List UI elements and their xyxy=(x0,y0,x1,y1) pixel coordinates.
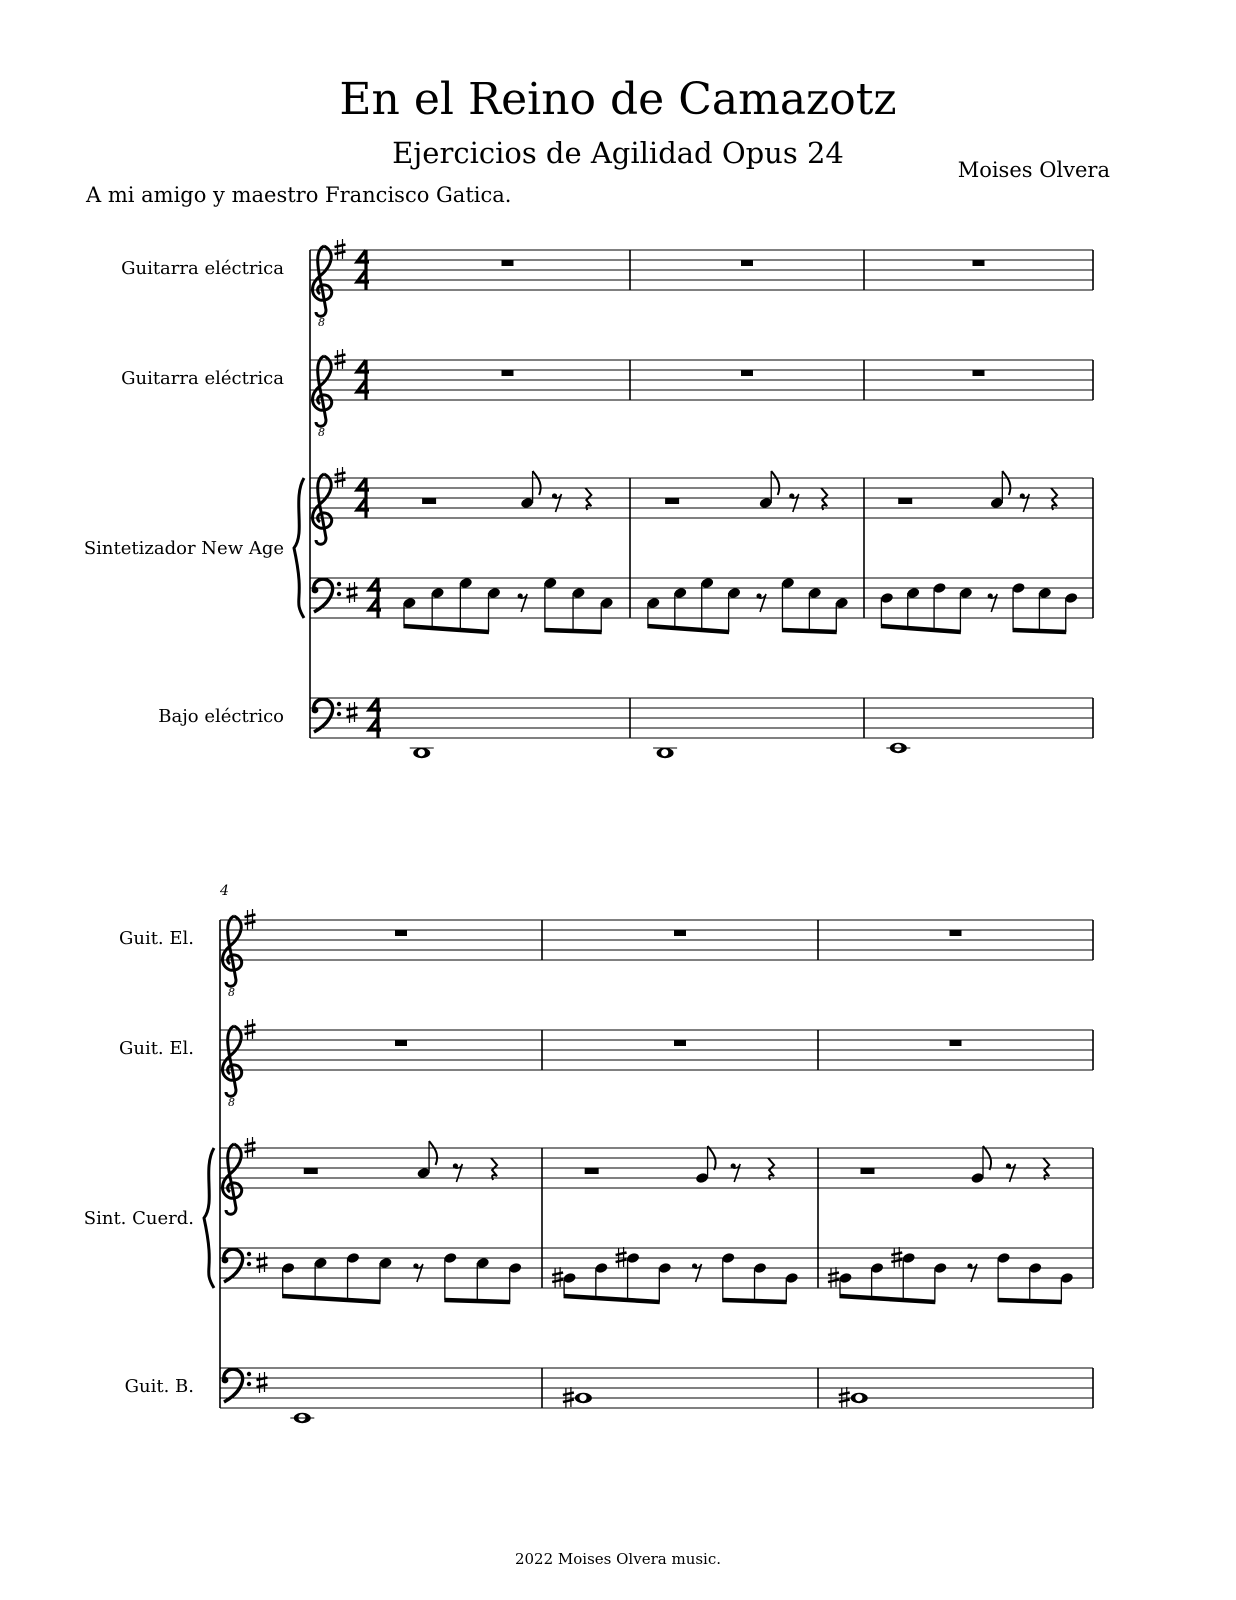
instrument-label-guitar-2-short: Guit. El. xyxy=(118,1038,194,1059)
eighth-rest xyxy=(988,593,998,612)
eighth-rest xyxy=(967,1263,977,1282)
whole-note xyxy=(413,748,430,759)
bass-clef-icon xyxy=(312,699,342,732)
eighth-rest xyxy=(1006,1163,1016,1182)
quarter-rest xyxy=(585,488,591,510)
half-rest xyxy=(861,1168,875,1174)
quarter-rest xyxy=(1051,488,1057,510)
note-flag xyxy=(1002,471,1010,495)
instrument-label-guitar-1: Guitarra eléctrica xyxy=(121,258,284,279)
whole-rest xyxy=(973,370,985,376)
beam xyxy=(1013,630,1067,632)
brace xyxy=(204,1148,214,1288)
whole-note xyxy=(851,1393,868,1404)
beam xyxy=(722,1300,786,1302)
eighth-rest xyxy=(552,493,562,512)
copyright-footer: 2022 Moises Olvera music. xyxy=(514,1550,722,1568)
whole-rest xyxy=(950,930,962,936)
eighth-rest xyxy=(413,1263,423,1282)
half-rest xyxy=(422,498,436,504)
octave-8-mark: 8 xyxy=(318,426,325,439)
eighth-rest xyxy=(789,493,799,512)
whole-rest xyxy=(674,930,686,936)
beam xyxy=(444,1300,510,1302)
eighth-rest xyxy=(731,1163,741,1182)
whole-note xyxy=(657,748,674,759)
treble-clef-icon xyxy=(313,356,332,426)
octave-8-mark: 8 xyxy=(228,986,235,999)
note-flag xyxy=(771,471,779,495)
quarter-rest xyxy=(491,1158,497,1180)
beam xyxy=(998,1300,1062,1302)
whole-rest xyxy=(973,260,985,266)
dedication-text: A mi amigo y maestro Francisco Gatica. xyxy=(86,183,512,207)
score-title: En el Reino de Camazotz xyxy=(339,74,897,125)
key-sharp-icon xyxy=(257,1252,268,1273)
whole-rest xyxy=(950,1040,962,1046)
brace xyxy=(294,478,304,618)
bass-clef-icon xyxy=(222,1249,252,1282)
octave-8-mark: 8 xyxy=(318,316,325,329)
whole-rest xyxy=(502,370,514,376)
treble-clef-icon xyxy=(313,246,332,316)
instrument-label-synth: Sintetizador New Age xyxy=(83,538,284,559)
key-sharp-icon xyxy=(257,1372,268,1393)
instrument-label-synth-short: Sint. Cuerd. xyxy=(83,1208,194,1229)
note-flag xyxy=(533,471,541,495)
score-subtitle: Ejercicios de Agilidad Opus 24 xyxy=(392,136,844,170)
beam xyxy=(782,630,837,632)
note-flag xyxy=(429,1141,437,1165)
whole-note xyxy=(575,1393,592,1404)
beam xyxy=(404,626,490,632)
quarter-rest xyxy=(1043,1158,1049,1180)
treble-clef-icon xyxy=(223,1144,242,1214)
key-sharp-icon xyxy=(347,702,358,723)
half-rest xyxy=(898,498,912,504)
beam xyxy=(881,626,961,632)
instrument-label-guitar-2: Guitarra eléctrica xyxy=(121,368,284,389)
octave-8-mark: 8 xyxy=(228,1096,235,1109)
eighth-rest xyxy=(692,1263,702,1282)
whole-rest xyxy=(674,1040,686,1046)
whole-rest xyxy=(395,1040,407,1046)
whole-rest xyxy=(741,370,753,376)
eighth-rest xyxy=(756,593,766,612)
key-sharp-icon xyxy=(347,582,358,603)
whole-rest xyxy=(395,930,407,936)
whole-rest xyxy=(502,260,514,266)
quarter-rest xyxy=(768,1158,774,1180)
treble-clef-icon xyxy=(223,1026,242,1096)
beam xyxy=(282,1296,380,1302)
beam xyxy=(647,626,729,632)
treble-clef-icon xyxy=(223,916,242,986)
eighth-rest xyxy=(453,1163,463,1182)
beam xyxy=(544,630,601,632)
treble-clef-icon xyxy=(313,474,332,544)
half-rest xyxy=(304,1168,318,1174)
half-rest xyxy=(665,498,679,504)
instrument-label-bass-short: Guit. B. xyxy=(124,1376,194,1397)
whole-rest xyxy=(741,260,753,266)
half-rest xyxy=(585,1168,599,1174)
measure-number: 4 xyxy=(220,883,229,899)
quarter-rest xyxy=(821,488,827,510)
eighth-rest xyxy=(1020,493,1030,512)
eighth-rest xyxy=(518,593,528,612)
beam xyxy=(840,1296,936,1302)
instrument-label-guitar-1-short: Guit. El. xyxy=(118,928,194,949)
bass-clef-icon xyxy=(222,1369,252,1402)
composer-name: Moises Olvera xyxy=(957,158,1110,182)
beam xyxy=(564,1296,660,1302)
instrument-label-bass: Bajo eléctrico xyxy=(158,706,284,727)
bass-clef-icon xyxy=(312,579,342,612)
